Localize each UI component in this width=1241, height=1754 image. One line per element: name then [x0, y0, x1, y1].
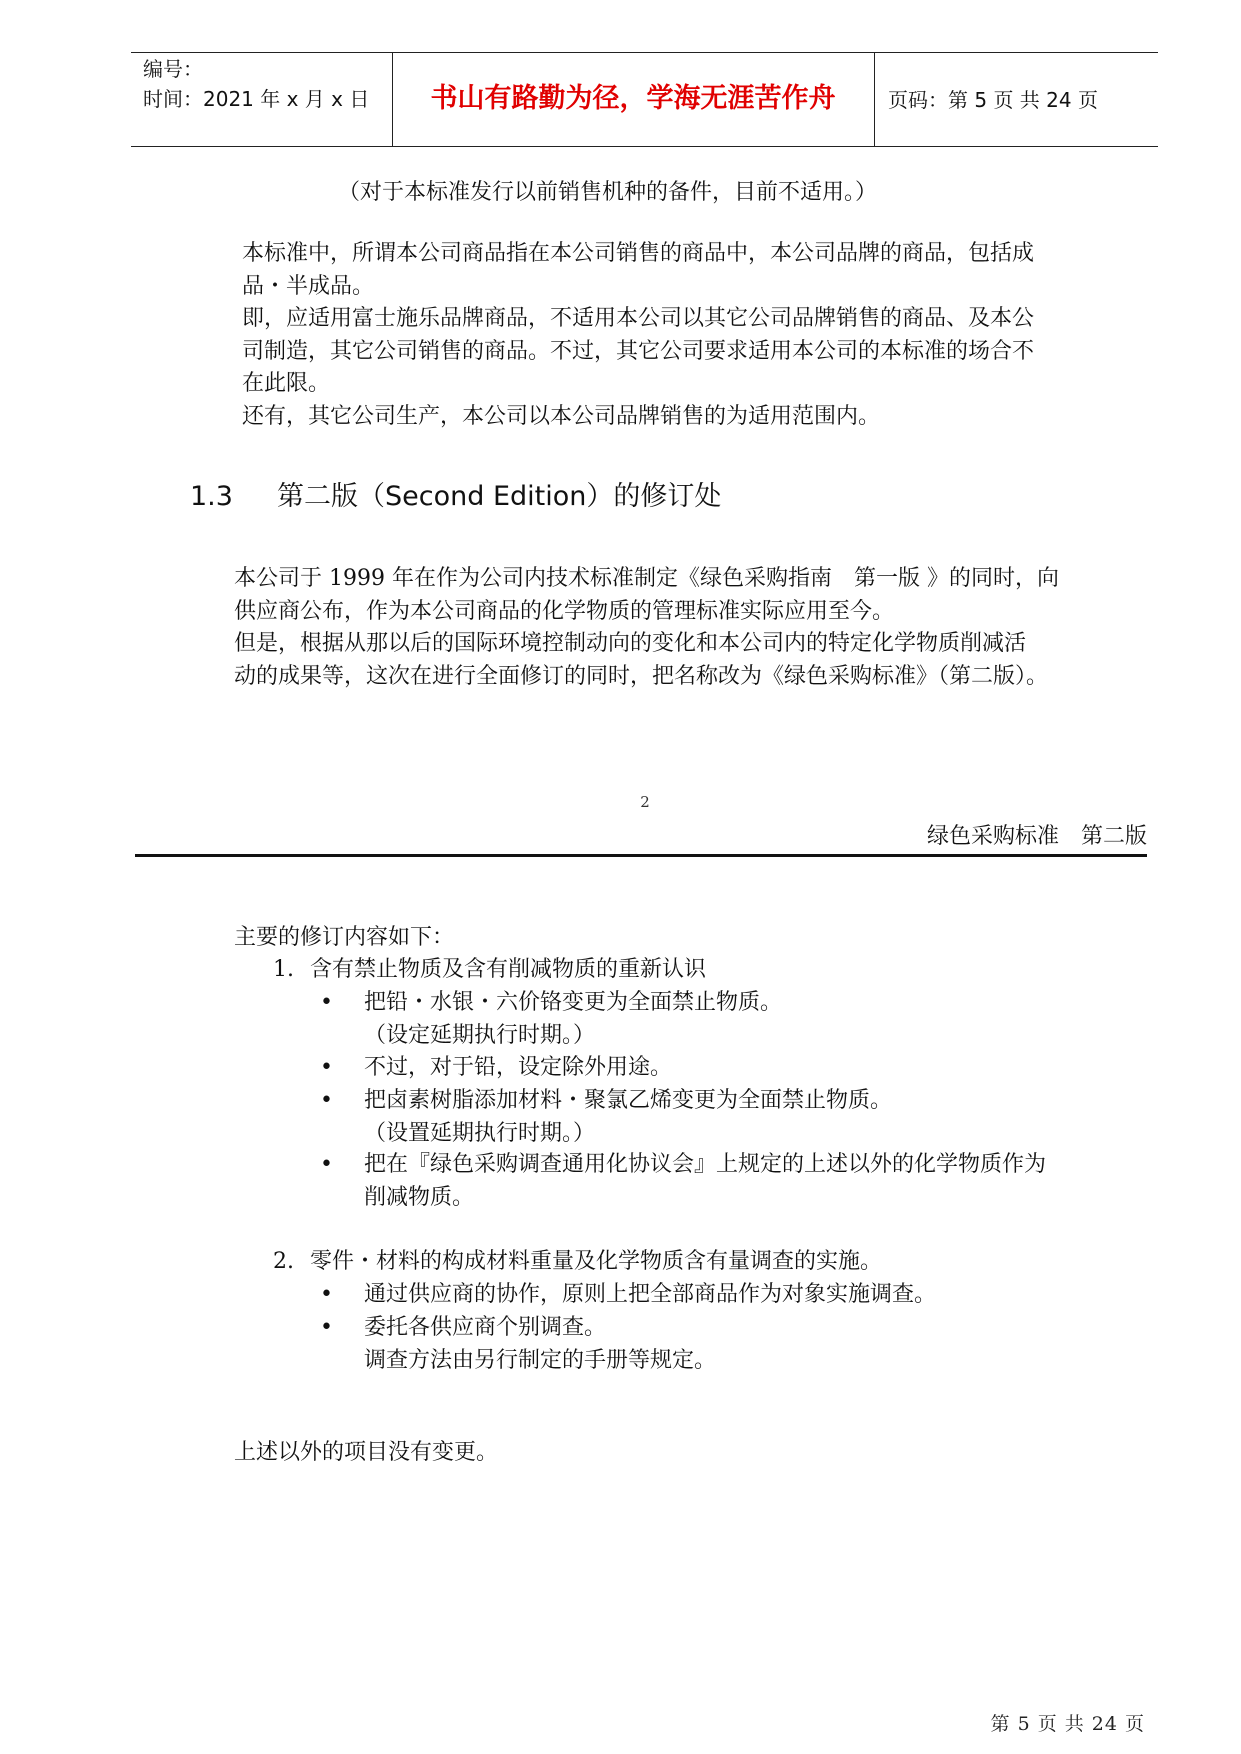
section-title: 第二版（Second Edition）的修订处: [277, 481, 722, 512]
running-head-rule: [135, 854, 1147, 857]
list-item: [320, 1279, 937, 1312]
bullet-icon: •: [320, 990, 333, 1015]
bullet-line: 不过，对于铅，设定除外用途。: [364, 1055, 673, 1080]
header-motto: 书山有路勤为径，学海无涯苦作舟: [430, 83, 836, 114]
serial-label: 编号：: [143, 57, 203, 81]
bullet-line: （设置延期执行时期。）: [364, 1120, 596, 1146]
bullet-line: 把卤素树脂添加材料・聚氯乙烯变更为全面禁止物质。: [364, 1088, 893, 1113]
item-number: 1.: [273, 957, 294, 982]
numbered-item-1: [273, 954, 706, 986]
bullet-icon: •: [320, 1152, 333, 1177]
closing-line: 上述以外的项目没有变更。: [234, 1440, 499, 1465]
scope-line: 品・半成品。: [242, 273, 375, 299]
header-top-rule: [131, 52, 1158, 53]
footer-page-number: 第 5 页 共 24 页: [990, 1713, 1145, 1735]
bullet-icon: •: [320, 1315, 333, 1340]
scope-line: 在此限。: [242, 371, 331, 396]
item-text: 含有禁止物质及含有削减物质的重新认识: [310, 957, 707, 982]
list-item: [320, 1052, 673, 1085]
section-heading: [190, 477, 721, 517]
scope-line: 还有，其它公司生产，本公司以本公司品牌销售的为适用范围内。: [242, 403, 881, 429]
section-number: 1.3: [190, 481, 233, 512]
numbered-item-2: [273, 1246, 882, 1278]
bullet-line: 通过供应商的协作，原则上把全部商品作为对象实施调查。: [364, 1282, 937, 1307]
list-item: [320, 1312, 717, 1377]
bullet-line: 把在『绿色采购调查通用化协议会』上规定的上述以外的化学物质作为: [364, 1152, 1047, 1177]
revision-line: 本公司于 1999 年在作为公司内技术标准制定《绿色采购指南 第一版 》的同时，向: [234, 566, 1059, 591]
item-number: 2.: [273, 1249, 294, 1274]
header-divider-right: [874, 52, 875, 146]
header-meta: [143, 54, 369, 114]
item-text: 零件・材料的构成材料重量及化学物质含有量调查的实施。: [310, 1249, 883, 1274]
scope-line: 本标准中，所谓本公司商品指在本公司销售的商品中，本公司品牌的商品，包括成: [242, 241, 1035, 266]
list-item: [320, 1149, 1047, 1214]
revision-line: 供应商公布，作为本公司商品的化学物质的管理标准实际应用至今。: [234, 598, 895, 624]
bullet-line: 委托各供应商个别调查。: [364, 1315, 607, 1340]
inner-page-number: 2: [640, 793, 650, 811]
header-page-info: 页码：第 5 页 共 24 页: [888, 88, 1098, 112]
bullet-line: 调查方法由另行制定的手册等规定。: [364, 1347, 717, 1373]
scope-line: 司制造，其它公司销售的商品。不过，其它公司要求适用本公司的本标准的场合不: [242, 338, 1035, 364]
bullet-icon: •: [320, 1282, 333, 1307]
revision-line: 但是，根据从那以后的国际环境控制动向的变化和本公司内的特定化学物质削减活: [234, 631, 1027, 656]
bullet-icon: •: [320, 1055, 333, 1080]
bullet-line: 把铅・水银・六价铬变更为全面禁止物质。: [364, 990, 783, 1015]
bullet-line: 削减物质。: [364, 1184, 475, 1210]
header-bottom-rule: [131, 146, 1158, 147]
bullet-icon: •: [320, 1088, 333, 1113]
revision-paragraph: [234, 563, 1146, 693]
list-intro: 主要的修订内容如下：: [234, 925, 455, 950]
running-head: 绿色采购标准 第二版: [926, 824, 1147, 849]
time-label: 时间：2021 年 x 月 x 日: [143, 87, 370, 111]
bullet-line: （设定延期执行时期。）: [364, 1022, 596, 1048]
list-item: [320, 1085, 893, 1150]
scope-paragraph: [242, 238, 1147, 433]
scope-line: 即，应适用富士施乐品牌商品，不适用本公司以其它公司品牌销售的商品、及本公: [242, 306, 1035, 331]
list-item: [320, 987, 783, 1052]
revision-line: 动的成果等，这次在进行全面修订的同时，把名称改为《绿色采购标准》（第二版）。: [234, 663, 1049, 689]
note-line: （对于本标准发行以前销售机种的备件，目前不适用。）: [338, 180, 878, 205]
